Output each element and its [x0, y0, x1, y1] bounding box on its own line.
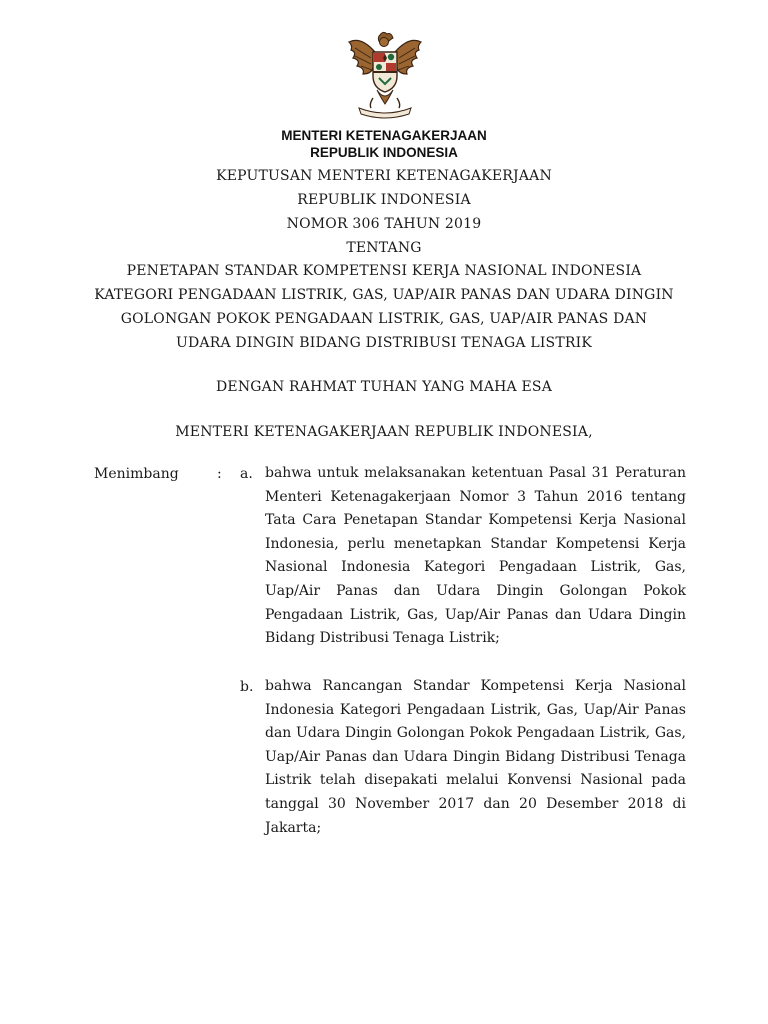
item-letter: a. — [240, 466, 253, 482]
item-letter: b. — [240, 679, 254, 695]
country-name: REPUBLIK INDONESIA — [310, 145, 458, 160]
considering-label: Menimbang — [94, 466, 179, 482]
decree-title: KEPUTUSAN MENTERI KETENAGAKERJAAN — [216, 168, 552, 184]
decree-number: NOMOR 306 TAHUN 2019 — [286, 216, 482, 232]
divine-grace-line: DENGAN RAHMAT TUHAN YANG MAHA ESA — [215, 379, 553, 395]
ministry-name: MENTERI KETENAGAKERJAAN — [281, 128, 487, 143]
decree-subject-line: UDARA DINGIN BIDANG DISTRIBUSI TENAGA LISTRIK — [175, 335, 593, 351]
minister-line: MENTERI KETENAGAKERJAAN REPUBLIK INDONESIA, — [175, 424, 593, 440]
decree-about: TENTANG — [346, 240, 422, 256]
considering-colon: : — [217, 466, 222, 482]
decree-country: REPUBLIK INDONESIA — [297, 192, 471, 208]
considering-item: bahwa untuk melaksanakan ketentuan Pasal 31 Peraturan Menteri Ketenagakerjaan Nomor 3 Tahun 2016 tentang Tata Cara Penetapan Standar Kompetensi Kerja Nasional Indonesia, perlu menetapkan Standar Kompetensi Kerja Nasional Indonesia Kategori Pengadaan Listrik, Gas, Uap/Air Panas dan Udara Dingin Golongan Pokok Pengadaan Listrik, Gas, Uap/Air Panas dan Udara Dingin Bidang Distribusi Tenaga Listrik; — [265, 465, 686, 647]
decree-subject-line: KATEGORI PENGADAAN LISTRIK, GAS, UAP/AIR PANAS DAN UDARA DINGIN — [94, 287, 674, 303]
decree-subject-line: GOLONGAN POKOK PENGADAAN LISTRIK, GAS, UAP/AIR PANAS DAN — [120, 311, 648, 327]
garuda-emblem-icon — [339, 28, 431, 120]
decree-subject-line: PENETAPAN STANDAR KOMPETENSI KERJA NASIONAL INDONESIA — [126, 263, 642, 279]
considering-item: bahwa Rancangan Standar Kompetensi Kerja Nasional Indonesia Kategori Pengadaan Listrik, Gas, Uap/Air Panas dan Udara Dingin Golongan Pokok Pengadaan Listrik, Gas, Uap/Air Panas dan Udara Dingin Bidang Distribusi Tenaga Listrik telah disepakati melalui Konvensi Nasional pada tanggal 30 November 2017 dan 20 Desember 2018 di Jakarta; — [265, 678, 686, 836]
